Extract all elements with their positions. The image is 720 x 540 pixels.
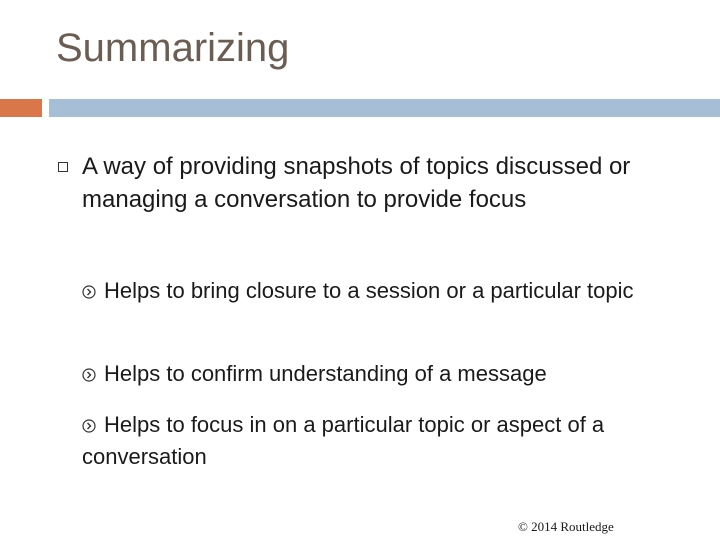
circled-chevron-icon (82, 285, 96, 299)
copyright-footer: © 2014 Routledge (518, 519, 614, 534)
sub-bullet-2-text: Helps to confirm understanding of a message (104, 361, 547, 386)
square-bullet-icon (58, 162, 68, 172)
sub-bullet-3 (82, 409, 692, 473)
slide-title: Summarizing (56, 26, 290, 70)
sub-bullet-2 (82, 358, 692, 390)
accent-bar-blue (49, 99, 720, 117)
main-bullet-text: A way of providing snapshots of topics discussed or managing a conversation to provide focus (82, 153, 631, 213)
circled-chevron-icon (82, 419, 96, 433)
sub-bullet-1-text: Helps to bring closure to a session or a particular topic (104, 278, 634, 303)
accent-bar-orange (0, 99, 42, 117)
sub-bullet-3-text: Helps to focus in on a particular topic or aspect of a conversation (82, 412, 605, 469)
circled-chevron-icon (82, 368, 96, 382)
sub-bullet-1 (82, 275, 692, 307)
